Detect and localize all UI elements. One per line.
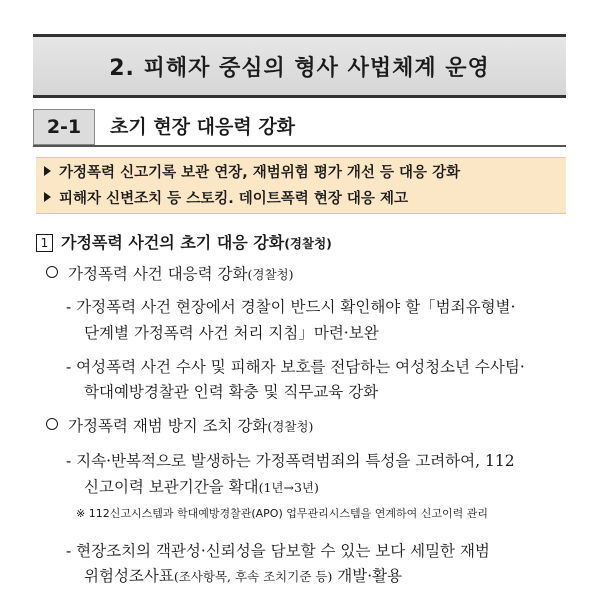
continuation-tail: 개발·활용	[332, 567, 403, 585]
item-title: 가정폭력 사건 대응력 강화	[68, 265, 248, 283]
list-item: - 여성폭력 사건 수사 및 피해자 보호를 전담하는 여성청소년 수사팀·	[66, 358, 525, 376]
list-item-continuation	[84, 565, 402, 588]
item-title: 가정폭력 재범 방지 조치 강화	[68, 417, 268, 435]
highlight-text: 가정폭력 신고기록 보관 연장, 재범위험 평가 개선 등 대응 강화	[59, 165, 461, 181]
list-item: - 지속·반복적으로 발생하는 가정폭력범죄의 특성을 고려하여, 112	[66, 452, 515, 470]
triangle-bullet-icon	[44, 192, 51, 202]
section-number: 2-1	[33, 109, 95, 145]
list-item-continuation	[84, 476, 319, 499]
list-item: - 가정폭력 사건 현장에서 경찰이 반드시 확인해야 할「범죄유형별·	[66, 298, 516, 316]
circle-bullet-icon	[46, 266, 58, 278]
list-item-continuation: 학대예방경찰관 인력 확충 및 직무교육 강화	[84, 383, 379, 401]
section-divider	[33, 145, 566, 147]
subsection-title: 가정폭력 사건의 초기 대응 강화	[61, 233, 285, 252]
document-title-bar	[33, 34, 566, 98]
document-title: 2. 피해자 중심의 형사 사법체계 운영	[109, 55, 490, 81]
footnote: ※ 112신고시스템과 학대예방경찰관(APO) 업무관리시스템을 연계하여 신고이력 관리	[76, 507, 488, 520]
subsection-agency: (경찰청)	[284, 236, 332, 251]
continuation-text: 위험성조사표	[84, 567, 174, 585]
subsection-heading	[36, 232, 332, 255]
continuation-small: (조사항목, 후속 조치기준 등)	[173, 569, 333, 584]
section-title: 초기 현장 대응력 강화	[110, 116, 296, 138]
continuation-small: (1년→3년)	[258, 480, 319, 495]
list-item-heading	[46, 263, 293, 286]
circle-bullet-icon	[46, 418, 58, 430]
item-agency: (경찰청)	[247, 267, 294, 282]
list-item-continuation: 단계별 가정폭력 사건 처리 지침」마련·보완	[84, 324, 379, 342]
highlight-text: 피해자 신변조치 등 스토킹. 데이트폭력 현장 대응 제고	[59, 191, 408, 207]
subsection-number: 1	[36, 234, 53, 252]
list-item-heading	[46, 415, 313, 438]
triangle-bullet-icon	[44, 166, 51, 176]
highlight-item	[44, 189, 408, 209]
list-item: - 현장조치의 객관성·신뢰성을 담보할 수 있는 보다 세밀한 재범	[66, 542, 490, 560]
item-agency: (경찰청)	[267, 419, 314, 434]
highlight-item	[44, 163, 460, 183]
continuation-text: 신고이력 보관기간을 확대	[84, 478, 259, 496]
